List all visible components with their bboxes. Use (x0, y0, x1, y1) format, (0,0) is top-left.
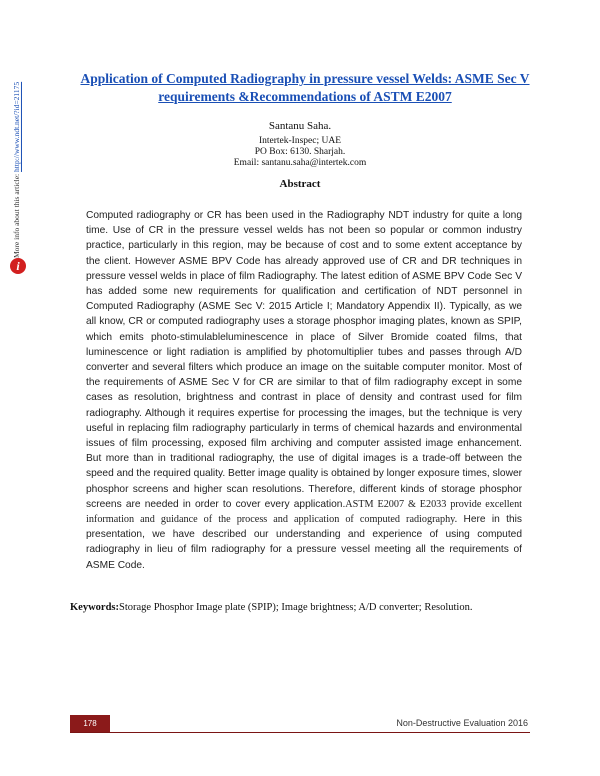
keywords-label: Keywords: (70, 602, 119, 613)
article-link[interactable]: http://www.ndt.net/?id=21175 (12, 81, 21, 172)
abstract-text: Computed radiography or CR has been used in the Radiography NDT industry for quite a long time. Use of CR in the pressure vessel welds has not been so popular or common industry practice, particularly in this region, may be because of cost and to some extent acceptance by the client. However ASME BPV Code has already approved use of CR and DR techniques in pressure vessel welds in place of film Radiography. The latest edition of ASME BPV Code Sec V has added some new requirements for qualification and certification of NDT personnel in Computed Radiography (ASME Sec V: 2015 Article I; Mandatory Appendix II). Typically, as we all know, CR or computed radiography uses a storage phosphor imaging plates, known as SPIP, which emits photo-stimulableluminescence in place of Silver Bromide coated films, that luminescence or light radiation is amplified by photomultiplier tubes and passes through A/D converter and several filters which produce an image on the suitable computer monitor. Most of the requirements of ASME Sec V for CR are similar to that of film radiography except in some cases as resolution, brightness and contrast in place of density and contrast used for film radiography. Although it requires expertise for processing the images, but the technique is very useful in replacing film radiography particularly in terms of chemical hazards and environmental issues of film processing, exposed film archiving and computer assisted image enhancement. But more than in traditional radiography, the use of digital images is a trade-off between the speed and the required quality. Better image quality is obtained by longer exposure times, slower phosphor screens and higher scan resolutions. Therefore, different kinds of storage phosphor screens are needed in order to cover every application. (86, 210, 522, 510)
journal-name: Non-Destructive Evaluation 2016 (396, 718, 528, 728)
keywords-text: Storage Phosphor Image plate (SPIP); Image brightness; A/D converter; Resolution. (119, 602, 473, 613)
author-affiliation: Intertek-Inspec; UAE (258, 136, 342, 146)
author-email: Email: santanu.saha@intertek.com (233, 158, 367, 168)
keywords (70, 602, 540, 613)
abstract-astm-text: ASTM E2007 & E2033 provide excellent information and guidance of the process and application of computed radiography. (86, 498, 522, 526)
author-name: Santanu Saha. (268, 120, 332, 132)
paper-title[interactable]: Application of Computed Radiography in pressure vessel Welds: ASME Sec V requirements &Recommendations of ASTM E2007 (80, 71, 530, 104)
abstract-closing-text: Here in this presentation, we have described our understanding and experience of using computed radiography in lieu of film radiography for a pressure vessel meeting all the requirements of ASME Code. (86, 514, 522, 571)
abstract-body (86, 208, 522, 573)
page-number: 178 (70, 715, 110, 732)
article-info-prefix: More info about this article: (12, 171, 21, 258)
author-address: PO Box: 6130. Sharjah. (254, 147, 346, 157)
info-icon[interactable]: i (10, 258, 26, 274)
abstract-heading: Abstract (279, 178, 321, 190)
